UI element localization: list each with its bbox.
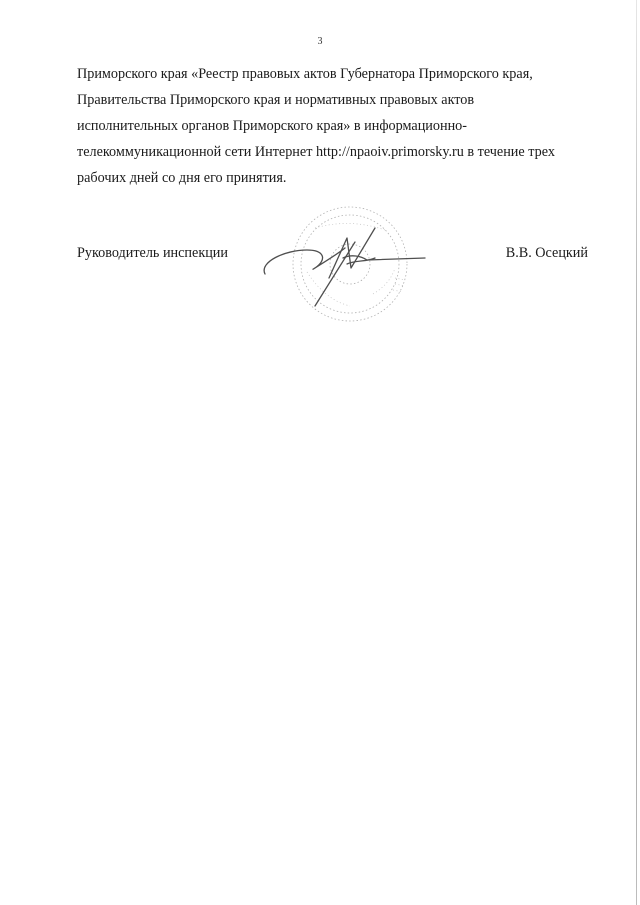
signatory-title: Руководитель инспекции (77, 245, 228, 261)
signature-block (77, 242, 588, 266)
body-line: Правительства Приморского края и нормативных правовых актов (77, 92, 475, 108)
handwritten-signature (255, 198, 435, 338)
body-line: исполнительных органов Приморского края» в информационно- (77, 118, 467, 134)
body-line: телекоммуникационной сети Интернет http://npaoiv.primorsky.ru в течение трех (77, 144, 555, 160)
page-number: 3 (317, 36, 323, 47)
signatory-name: В.В. Осецкий (505, 245, 588, 261)
body-line: рабочих дней со дня его принятия. (77, 170, 287, 186)
body-line: Приморского края «Реестр правовых актов Губернатора Приморского края, (77, 66, 533, 82)
stamp-and-signature (255, 198, 435, 338)
scan-edge-divider (636, 0, 637, 905)
